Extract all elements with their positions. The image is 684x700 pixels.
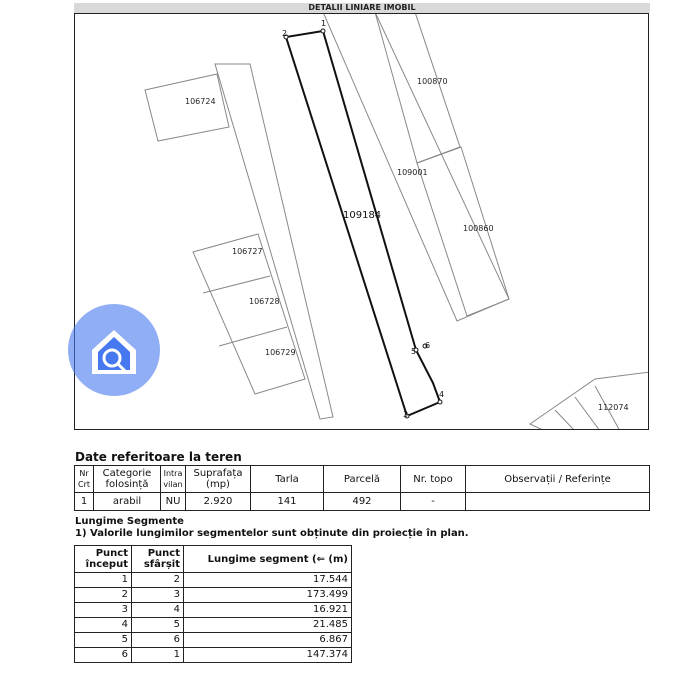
label-106729: 106729 [265, 348, 296, 357]
label-106728: 106728 [249, 297, 280, 306]
seg-length: 147.374 [184, 648, 352, 663]
cell-intra-vilan: NU [161, 493, 186, 511]
seg-end: 6 [132, 633, 184, 648]
col-suprafata: Suprafața (mp) [186, 466, 251, 493]
label-112074: 112074 [598, 403, 629, 412]
table-row [75, 588, 352, 603]
parcel-109184 [286, 31, 440, 416]
col-nr-topo: Nr. topo [401, 466, 466, 493]
point-2: 2 [282, 29, 288, 38]
seg-end: 4 [132, 603, 184, 618]
segments-title [75, 516, 469, 540]
cell-observatii [466, 493, 650, 511]
parcel-stack [193, 234, 305, 394]
parcel-106724 [145, 74, 229, 141]
label-109001: 109001 [397, 168, 428, 177]
seg-end: 5 [132, 618, 184, 633]
map-header: DETALII LINIARE IMOBIL [74, 3, 650, 13]
table-row [75, 603, 352, 618]
label-100870: 100870 [417, 77, 448, 86]
seg-length: 6.867 [184, 633, 352, 648]
col-punct-sfarsit: Punct sfârșit [132, 546, 184, 573]
seg-start: 6 [75, 648, 132, 663]
point-4: 4 [439, 390, 445, 399]
segments-note: 1) Valorile lungimilor segmentelor sunt obținute din proiecție în plan. [75, 528, 469, 539]
parcel-112074 [530, 372, 649, 430]
col-intra-vilan: Intra vilan [161, 466, 186, 493]
seg-start: 5 [75, 633, 132, 648]
table-row [75, 573, 352, 588]
seg-length: 17.544 [184, 573, 352, 588]
seg-length: 21.485 [184, 618, 352, 633]
col-observatii: Observații / Referințe [466, 466, 650, 493]
point-5: 5 [411, 347, 417, 356]
seg-start: 2 [75, 588, 132, 603]
seg-length: 173.499 [184, 588, 352, 603]
cell-tarla: 141 [251, 493, 324, 511]
cell-categorie: arabil [94, 493, 161, 511]
table-row [75, 618, 352, 633]
segments-heading: Lungime Segmente [75, 516, 184, 527]
cell-parcela: 492 [324, 493, 401, 511]
seg-end: 2 [132, 573, 184, 588]
segments-table [74, 545, 352, 663]
map-drawing [75, 14, 649, 430]
table-row [75, 493, 650, 511]
table-row [75, 648, 352, 663]
label-106724: 106724 [185, 97, 216, 106]
col-parcela: Parcelă [324, 466, 401, 493]
land-section-title: Date referitoare la teren [75, 450, 242, 464]
col-lungime: Lungime segment (⇐ (m) [184, 546, 352, 573]
segments-header-row [75, 546, 352, 573]
point-6: 6 [425, 341, 431, 350]
seg-start: 4 [75, 618, 132, 633]
house-search-icon [68, 304, 160, 396]
seg-end: 1 [132, 648, 184, 663]
seg-start: 3 [75, 603, 132, 618]
point-3: 3 [403, 410, 409, 419]
label-109184: 109184 [343, 210, 382, 221]
col-punct-inceput: Punct început [75, 546, 132, 573]
col-nr-crt: Nr Crt [75, 466, 94, 493]
seg-length: 16.921 [184, 603, 352, 618]
col-categorie: Categorie folosință [94, 466, 161, 493]
seg-start: 1 [75, 573, 132, 588]
cadastral-map [74, 13, 649, 430]
land-header-row [75, 466, 650, 493]
label-100860: 100860 [463, 224, 494, 233]
seg-end: 3 [132, 588, 184, 603]
table-row [75, 633, 352, 648]
col-tarla: Tarla [251, 466, 324, 493]
cell-nr-topo: - [401, 493, 466, 511]
land-table [74, 465, 650, 511]
cell-suprafata: 2.920 [186, 493, 251, 511]
label-106727: 106727 [232, 247, 263, 256]
cell-nr: 1 [75, 493, 94, 511]
parcel-100870 [375, 14, 460, 163]
point-1: 1 [321, 19, 327, 28]
